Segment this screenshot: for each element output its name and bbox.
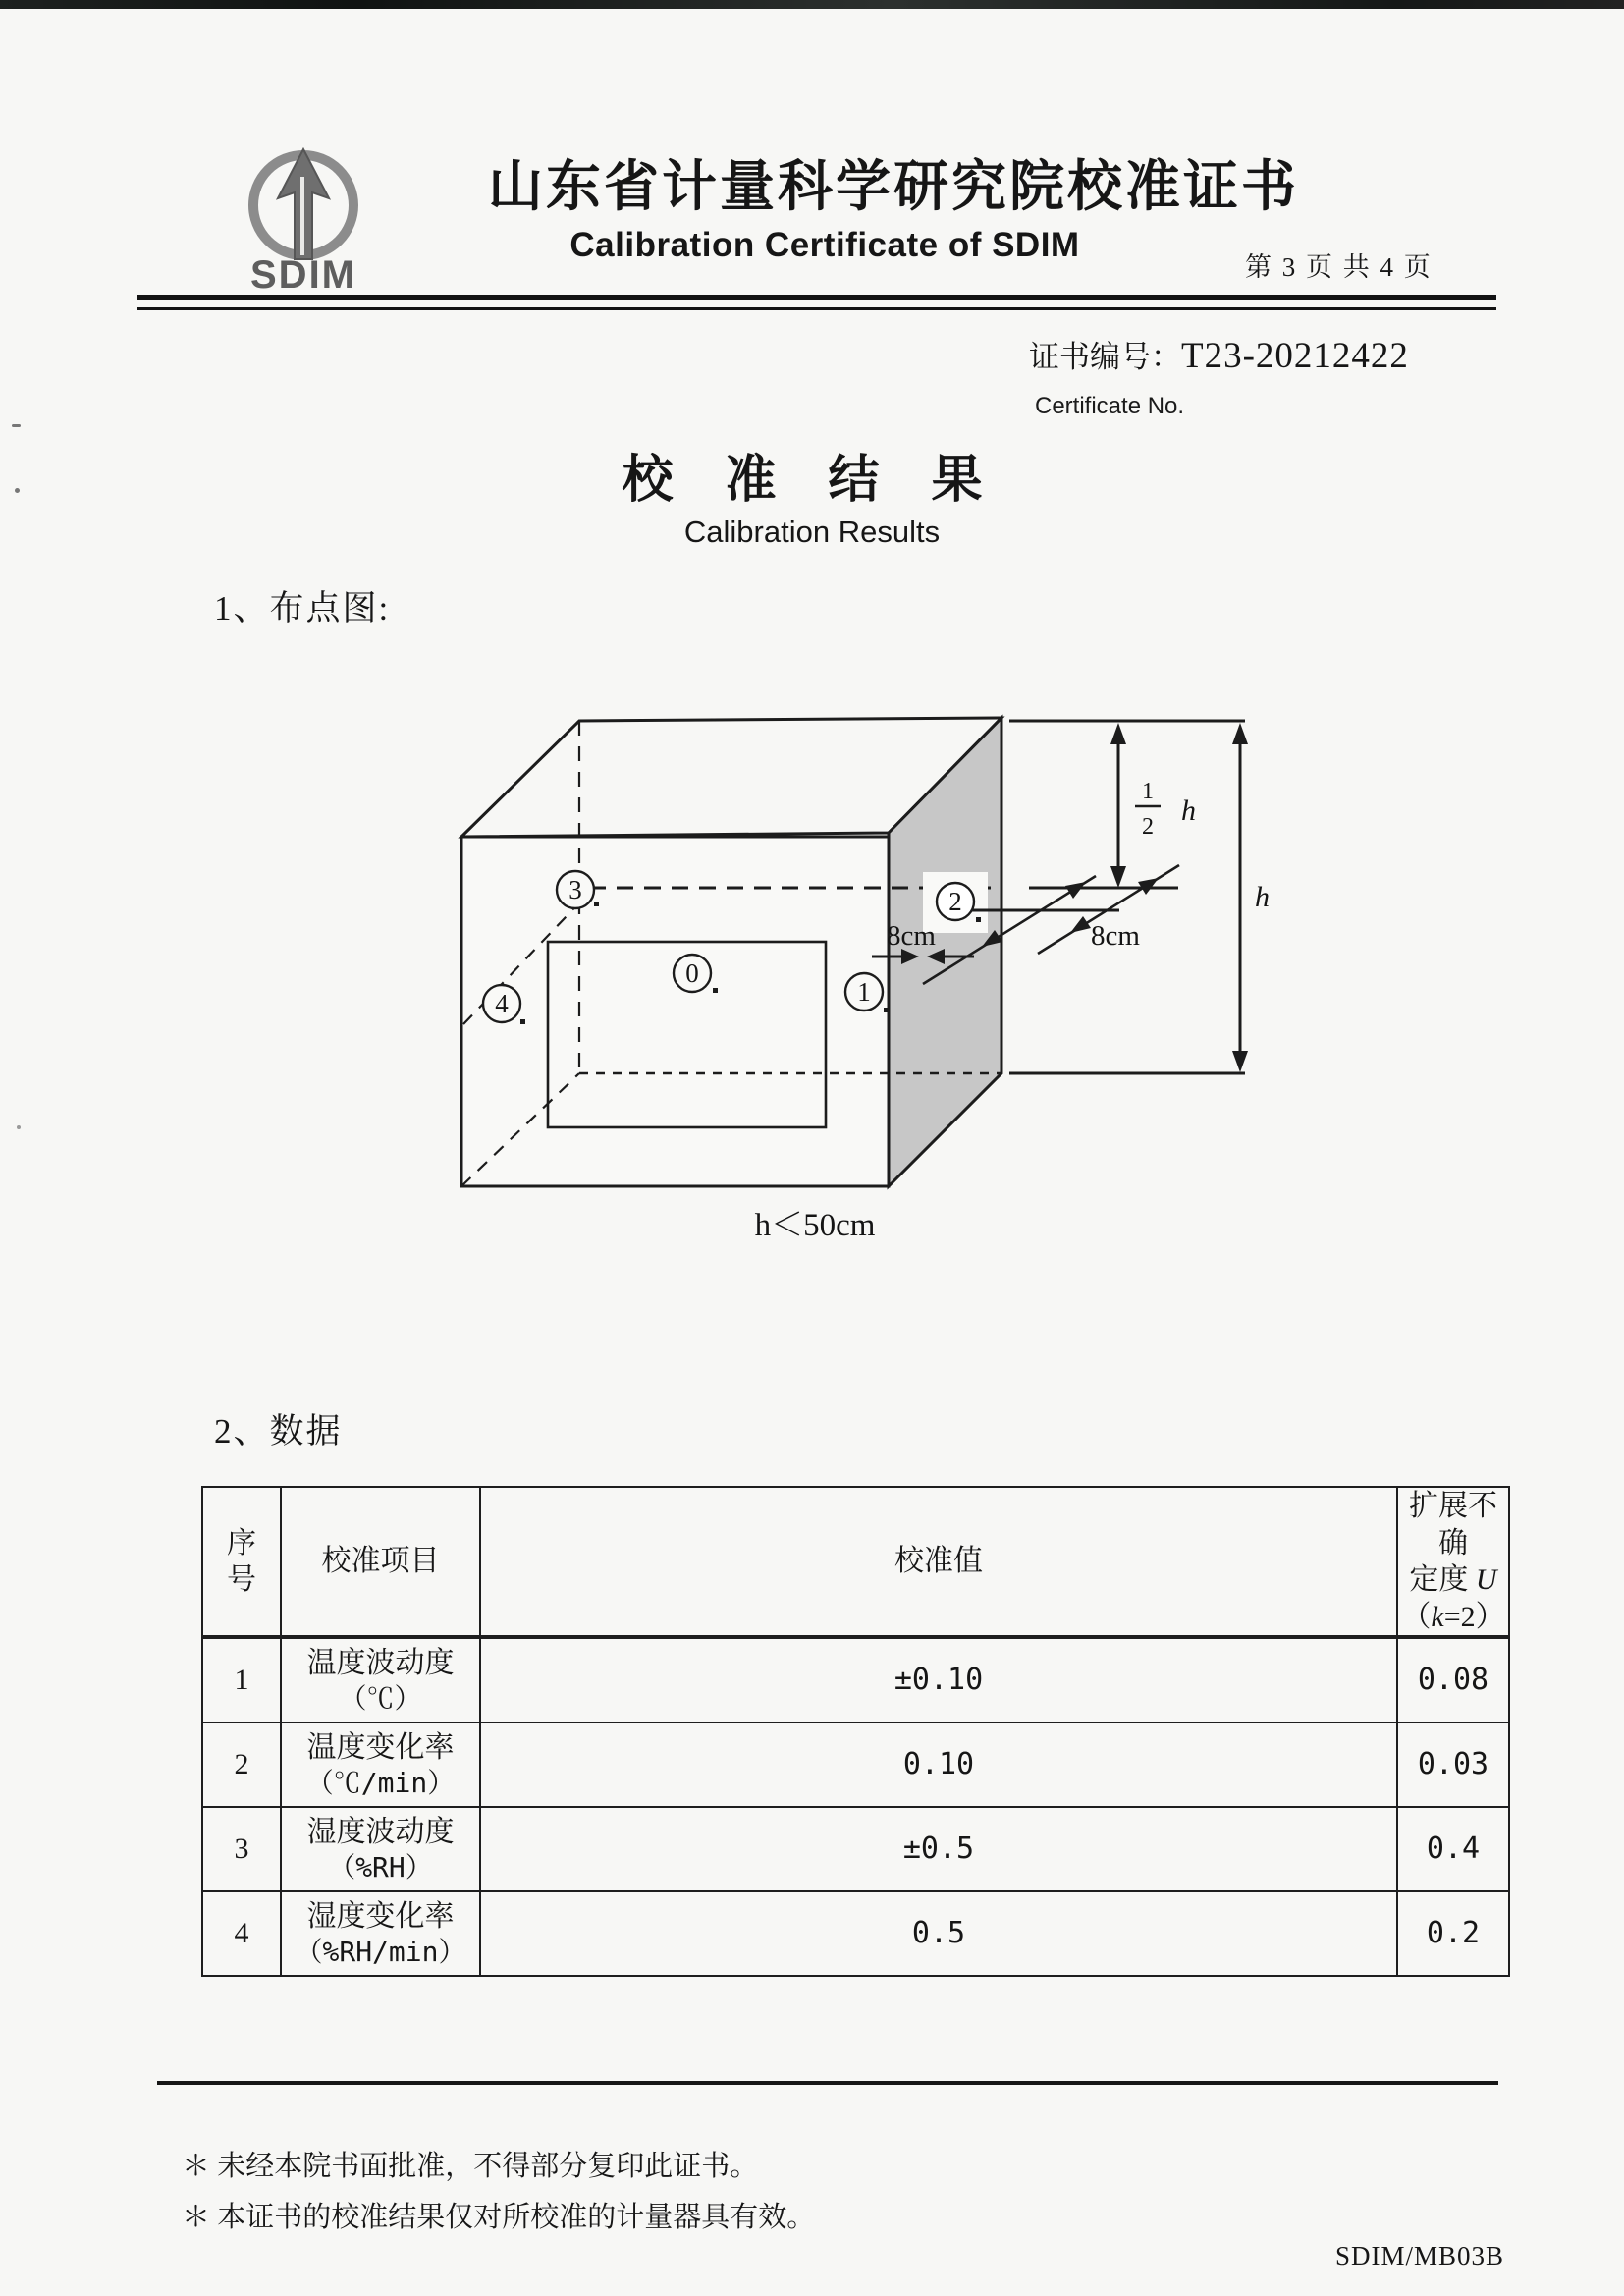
point-4: 4 [495, 989, 509, 1018]
arrowhead [1232, 723, 1248, 744]
header-seq-line1: 序 [227, 1526, 256, 1559]
page-number-label: 第 3 页 共 4 页 [1245, 252, 1433, 282]
point-4-dot [520, 1019, 525, 1024]
header-u-symbol: U [1475, 1563, 1497, 1596]
header-uncertainty-line1: 扩展不确 [1409, 1490, 1497, 1559]
depth-label-left: 8cm [887, 920, 936, 952]
institute-title-en: Calibration Certificate of SDIM [569, 226, 1080, 264]
table-row [202, 1637, 1509, 1722]
header-seq-line2: 号 [227, 1563, 256, 1596]
cell-item-name: 温度波动度 [306, 1646, 455, 1679]
placement-diagram [295, 638, 1306, 1257]
cell-seq: 2 [202, 1722, 281, 1807]
point-1-dot [884, 1008, 889, 1012]
cell-item [281, 1637, 480, 1722]
point-2-dot [976, 917, 981, 922]
header-value: 校准值 [480, 1487, 1397, 1637]
certificate-number-label-en: Certificate No. [1035, 393, 1185, 419]
scan-speck [17, 1125, 21, 1129]
point-2: 2 [948, 887, 962, 916]
scan-edge-artifact [0, 0, 1624, 9]
section-data-label: 2、数据 [214, 1412, 343, 1450]
institute-title-cn: 山东省计量科学研究院校准证书 [488, 157, 1299, 218]
header-uncertainty-line3 [1398, 1599, 1508, 1636]
cell-uncertainty: 0.4 [1397, 1807, 1509, 1891]
arrowhead [1232, 1051, 1248, 1072]
footer-note-2: ＊ 本证书的校准结果仅对所校准的计量器具有效。 [182, 2202, 816, 2233]
header-seq [202, 1487, 281, 1637]
half-height-denominator: 2 [1142, 814, 1154, 840]
cell-item-unit: （℃） [339, 1682, 422, 1716]
arrowhead [1065, 882, 1086, 899]
cell-uncertainty: 0.08 [1397, 1637, 1509, 1722]
results-title-cn: 校 准 结 果 [622, 453, 1002, 509]
footer-notes [182, 2141, 815, 2243]
cell-value: ±0.5 [480, 1807, 1397, 1891]
point-0-dot [713, 988, 718, 993]
cell-value: ±0.10 [480, 1637, 1397, 1722]
scan-speck [12, 424, 21, 427]
half-height-symbol: h [1181, 794, 1196, 827]
header-uncertainty-line2 [1398, 1561, 1508, 1599]
logo-arrow-slit [300, 177, 304, 255]
height-symbol: h [1255, 881, 1270, 913]
cell-item-unit: （%RH/min） [295, 1936, 466, 1969]
footer-rule [157, 2081, 1498, 2085]
cell-seq: 1 [202, 1637, 281, 1722]
point-3-dot [594, 902, 599, 906]
cell-value: 0.10 [480, 1722, 1397, 1807]
arrowhead [1110, 866, 1126, 888]
cell-item-name: 温度变化率 [306, 1730, 455, 1764]
cell-seq: 4 [202, 1891, 281, 1976]
header-item: 校准项目 [281, 1487, 480, 1637]
results-title-en: Calibration Results [683, 515, 941, 549]
certificate-number-line [1029, 332, 1409, 377]
table-row [202, 1722, 1509, 1807]
depth-label-right: 8cm [1091, 920, 1140, 952]
sdim-logo [239, 143, 370, 298]
point-0: 0 [685, 958, 699, 988]
header-k-symbol: k [1431, 1600, 1444, 1633]
header-double-rule [137, 295, 1496, 310]
header-k-rest: =2） [1443, 1600, 1505, 1633]
cell-item-unit: （℃/min） [305, 1767, 456, 1800]
table-row [202, 1807, 1509, 1891]
arrowhead [1110, 723, 1126, 744]
point-1: 1 [857, 977, 871, 1007]
section-layout-label: 1、布点图: [214, 589, 391, 628]
table-row [202, 1891, 1509, 1976]
cell-seq: 3 [202, 1807, 281, 1891]
arrowhead [1070, 916, 1091, 933]
header-k-open: （ [1401, 1600, 1432, 1633]
cell-item-name: 湿度变化率 [306, 1899, 455, 1933]
logo-wordmark: SDIM [250, 253, 356, 293]
calibration-data-table [201, 1486, 1510, 1977]
diagram-caption: h＜50cm [754, 1208, 876, 1243]
cell-item [281, 1891, 480, 1976]
cell-item-name: 湿度波动度 [306, 1815, 455, 1848]
cell-uncertainty: 0.03 [1397, 1722, 1509, 1807]
certificate-number-value: T23-20212422 [1181, 336, 1409, 376]
form-code: SDIM/MB03B [1335, 2241, 1505, 2270]
cell-item [281, 1807, 480, 1891]
cell-value: 0.5 [480, 1891, 1397, 1976]
half-height-numerator: 1 [1142, 779, 1154, 804]
certificate-number-label-cn: 证书编号： [1029, 340, 1181, 374]
footer-note-1: ＊ 未经本院书面批准，不得部分复印此证书。 [182, 2151, 759, 2182]
cell-uncertainty: 0.2 [1397, 1891, 1509, 1976]
point-3: 3 [568, 875, 582, 904]
table-header-row [202, 1487, 1509, 1637]
header-uncertainty [1397, 1487, 1509, 1637]
header-u-prefix: 定度 [1409, 1563, 1476, 1596]
cell-item [281, 1722, 480, 1807]
cell-item-unit: （%RH） [328, 1851, 433, 1885]
